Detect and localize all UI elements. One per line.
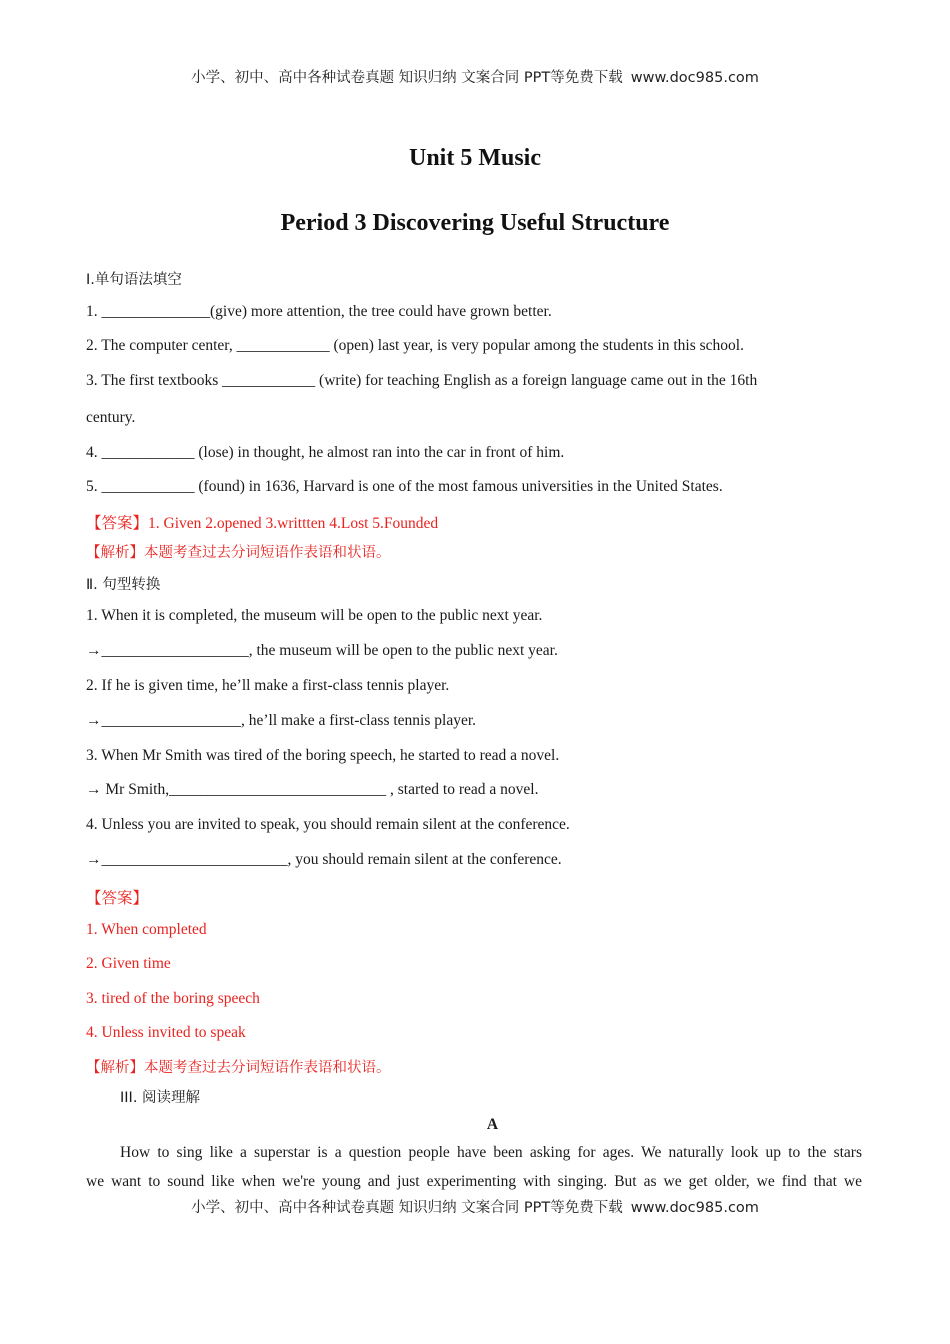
rewrite-line: →__________________, he’ll make a first-class tennis player. xyxy=(86,712,477,729)
question-line: 3. The first textbooks ____________ (write) for teaching English as a foreign language came out in the 16th xyxy=(86,372,758,389)
page-footer xyxy=(0,1196,950,1217)
question-line: 1. When it is completed, the museum will be open to the public next year. xyxy=(86,607,543,624)
question-line: 4. Unless you are invited to speak, you should remain silent at the conference. xyxy=(86,816,570,833)
answer-item: 2. Given time xyxy=(86,955,171,972)
answer-item: 3. tired of the boring speech xyxy=(86,990,260,1007)
analysis-line: 【解析】本题考查过去分词短语作表语和状语。 xyxy=(86,545,391,561)
question-line: 2. The computer center, ____________ (open) last year, is very popular among the students in this school. xyxy=(86,337,744,354)
rewrite-line: → Mr Smith,____________________________ , started to read a novel. xyxy=(86,781,539,798)
answer-label: 【答案】 xyxy=(86,890,149,907)
page-header xyxy=(0,66,950,87)
question-line: 4. ____________ (lose) in thought, he almost ran into the car in front of him. xyxy=(86,444,565,461)
footer-url[interactable]: www.doc985.com xyxy=(630,1200,759,1216)
section3-heading: III. 阅读理解 xyxy=(120,1090,201,1106)
analysis-line: 【解析】本题考查过去分词短语作表语和状语。 xyxy=(86,1060,391,1076)
question-line: century. xyxy=(86,409,136,426)
rewrite-line: →___________________, the museum will be open to the public next year. xyxy=(86,642,558,659)
header-url[interactable]: www.doc985.com xyxy=(630,70,759,86)
rewrite-line: →________________________, you should remain silent at the conference. xyxy=(86,851,562,868)
page-subtitle: Period 3 Discovering Useful Structure xyxy=(280,210,670,236)
footer-text: 小学、初中、高中各种试卷真题 知识归纳 文案合同 PPT等免费下载 xyxy=(191,1200,623,1216)
passage-line: How to sing like a superstar is a question people have been asking for ages. We naturally look up to the stars xyxy=(120,1144,862,1161)
section1-heading: I.单句语法填空 xyxy=(86,272,182,288)
question-line: 3. When Mr Smith was tired of the boring speech, he started to read a novel. xyxy=(86,747,560,764)
answer-item: 4. Unless invited to speak xyxy=(86,1024,246,1041)
answer-line: 【答案】1. Given 2.opened 3.writtten 4.Lost 5.Founded xyxy=(86,515,439,532)
header-text: 小学、初中、高中各种试卷真题 知识归纳 文案合同 PPT等免费下载 xyxy=(191,70,623,86)
page-title: Unit 5 Music xyxy=(409,145,541,171)
answer-item: 1. When completed xyxy=(86,921,207,938)
passage-label: A xyxy=(486,1116,499,1133)
question-line: 1. ______________(give) more attention, the tree could have grown better. xyxy=(86,303,552,320)
passage-line: we want to sound like when we're young and just experimenting with singing. But as we get older, we find that we xyxy=(86,1173,862,1190)
question-line: 2. If he is given time, he’ll make a first-class tennis player. xyxy=(86,677,450,694)
section2-heading: Ⅱ. 句型转换 xyxy=(86,577,161,593)
question-line: 5. ____________ (found) in 1636, Harvard is one of the most famous universities in the United States. xyxy=(86,478,723,495)
